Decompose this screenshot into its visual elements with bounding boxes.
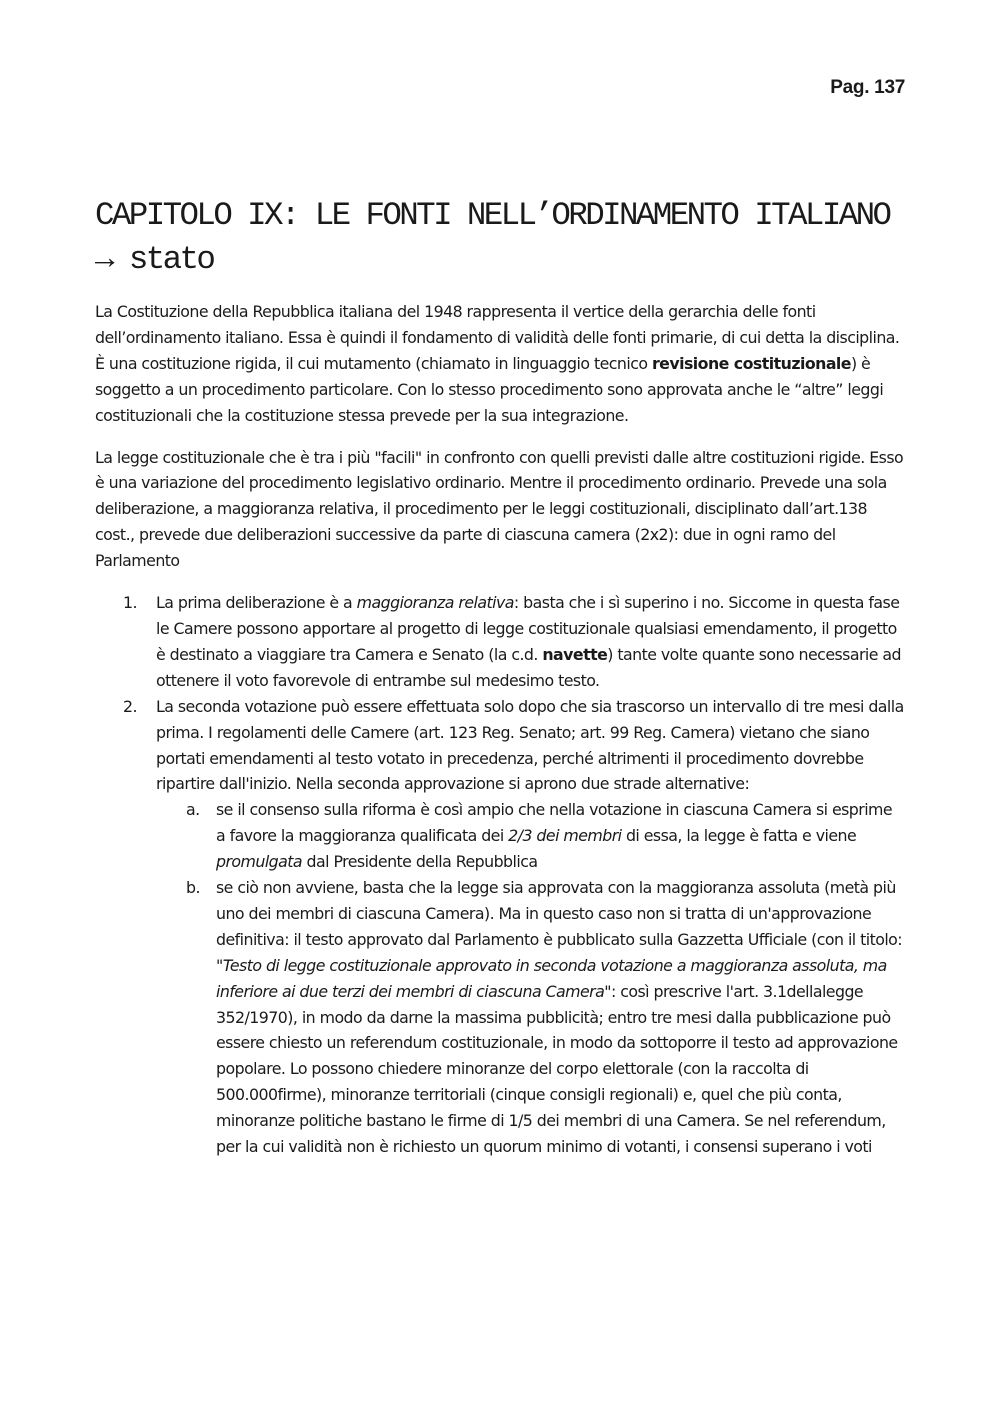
list-item-first-deliberation <box>95 590 905 694</box>
paragraph-text: La Costituzione della Repubblica italiana del 1948 rappresenta il vertice della gerarchia delle fonti dell’ordinamento italiano. Essa è quindi il fondamento di validità delle fonti primarie, di cui detta la disciplina. È una costituzione rigida, il cui mutamento (chiamato in linguaggio tecnico <box>95 302 900 373</box>
sub-text: di essa, la legge è fatta e viene <box>621 826 857 846</box>
sub-letter: b. <box>186 878 200 898</box>
list-text: La prima deliberazione è a <box>156 593 357 613</box>
chapter-title <box>95 194 915 282</box>
alternatives-list <box>156 797 905 1160</box>
list-item-second-vote <box>95 694 905 1160</box>
list-text: : basta che i sì superino i no. Siccome in questa fase le Camere possono apportare al progetto di legge costituzionale qualsiasi emendamento, il progetto è destinato a viaggiare tra Camera e Senato (la c.d. <box>156 593 900 664</box>
chapter-title-tail: stato <box>128 241 214 278</box>
bold-term-revisione: revisione costituzionale <box>651 353 851 373</box>
italic-term: maggioranza relativa <box>356 593 514 613</box>
sub-text: se il consenso sulla riforma è così ampio che nella votazione in ciascuna Camera si esprime a favore la maggioranza qualificata dei <box>216 800 893 846</box>
sub-item-qualified-majority <box>156 797 905 875</box>
bold-term-navette: navette <box>542 644 608 664</box>
list-text: La seconda votazione può essere effettuata solo dopo che sia trascorso un intervallo di tre mesi dalla prima. I regolamenti delle Camere (art. 123 Reg. Senato; art. 99 Reg. Camera) vietano che siano portati emendamenti al testo votato in precedenza, perché altrimenti il procedimento dovrebbe ripartire dall'inizio. Nella seconda approvazione si aprono due strade alternative: <box>156 696 904 794</box>
sub-text: ": così prescrive l'art. 3.1dellalegge 352/1970), in modo da darne la massima pubblicità; entro tre mesi dalla pubblicazione può essere chiesto un referendum costituzionale, in modo da sottoporre il testo ad approvazione popolare. Lo possono chiedere minoranze del corpo elettorale (con la raccolta di 500.000firme), minoranze territoriali (cinque consigli regionali) e, quel che più conta, minoranze politiche bastano le firme di 1/5 dei membri di una Camera. Se nel referendum, per la cui validità non è richiesto un quorum minimo di votanti, i consensi superano i voti <box>216 981 898 1157</box>
sub-text: se ciò non avviene, basta che la legge sia approvata con la maggioranza assoluta (metà più uno dei membri di ciascuna Camera). Ma in questo caso non si tratta di un'approvazione definitiva: il testo approvato dal Parlamento è pubblicato sulla Gazzetta Ufficiale (con il titolo: " <box>216 878 903 975</box>
sub-letter: a. <box>186 800 200 820</box>
document-body <box>95 299 905 1160</box>
list-number: 1. <box>123 593 137 613</box>
list-text: ) tante volte quante sono necessarie ad ottenere il voto favorevole di entrambe sul medesimo testo. <box>156 644 902 690</box>
paragraph-text: ) è soggetto a un procedimento particolare. Con lo stesso procedimento sono approvata anche le “altre” leggi costituzionali che la costituzione stessa prevede per la sua integrazione. <box>95 353 884 425</box>
sub-text: dal Presidente della Repubblica <box>302 852 538 872</box>
italic-term: promulgata <box>216 852 303 872</box>
paragraph-constitutional-law: La legge costituzionale che è tra i più "facili" in confronto con quelli previsti dalle altre costituzioni rigide. Esso è una variazione del procedimento legislativo ordinario. Mentre il procedimento ordinario. Prevede una sola deliberazione, a maggioranza relativa, il procedimento per le leggi costituzionali, disciplinato dall’art.138 cost., prevede due deliberazioni successive da parte di ciascuna camera (2x2): due in ogni ramo del Parlamento <box>95 447 904 571</box>
paragraph-constitution <box>95 299 905 429</box>
chapter-title-main: CAPITOLO IX: LE FONTI NELL’ORDINAMENTO ITALIANO <box>95 197 890 234</box>
italic-term: Testo di legge costituzionale approvato in seconda votazione a maggioranza assoluta, ma inferiore ai due terzi dei membri di ciascuna Camera <box>216 955 887 1001</box>
arrow-right-icon: → <box>95 241 112 278</box>
italic-term: 2/3 dei membri <box>508 826 622 846</box>
procedure-list <box>95 590 905 1160</box>
page-number: Pag. 137 <box>830 77 905 98</box>
list-number: 2. <box>123 696 137 716</box>
sub-item-absolute-majority <box>156 875 905 1160</box>
